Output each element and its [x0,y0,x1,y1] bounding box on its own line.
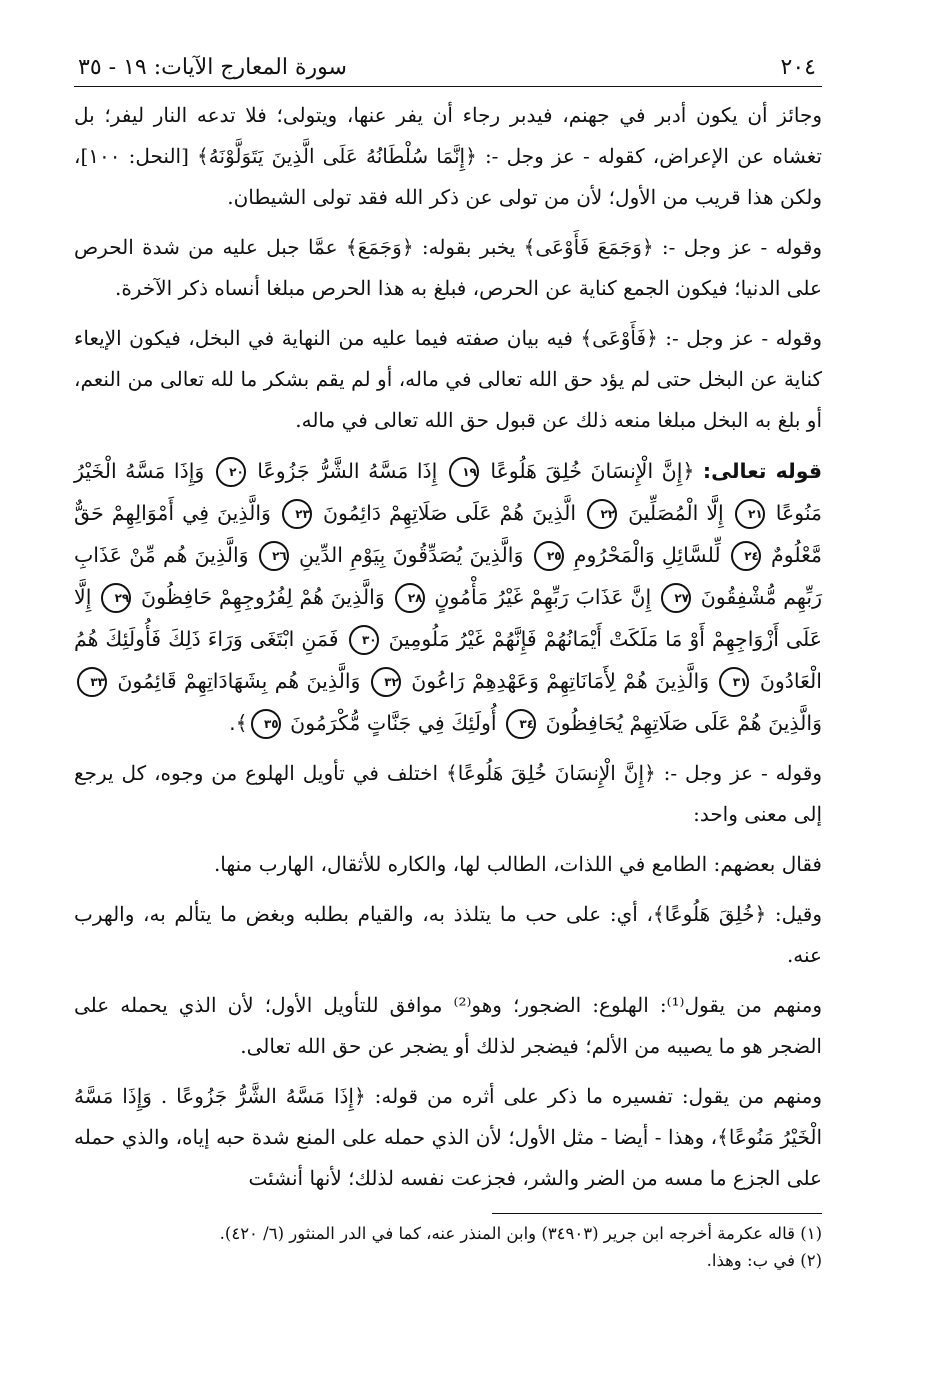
verse-text: الَّذِينَ هُمْ عَلَى صَلَاتِهِمْ دَائِمُونَ [314,501,585,525]
footnotes [74,1213,822,1274]
ayah-number-marker: ١٩ [449,457,479,487]
paragraph: ومنهم من يقول: تفسيره ما ذكر على أثره من قوله: ﴿إِذَا مَسَّهُ الشَّرُّ جَزُوعًا . وَإِذَا مَسَّهُ الْخَيْرُ مَنُوعًا﴾، وهذا - أيضا - مثل الأول؛ لأن الذي حمله على المنع شدة حبه إياه، والذي حمله على الجزع ما مسه من الضر والشر، فجزعت نفسه لذلك؛ لأنها أنشئت [74,1084,822,1190]
page-number: ٢٠٤ [780,55,816,80]
verse-text: وَالَّذِينَ فِي أَمْوَالِهِمْ حَقٌّ مَّعْلُومٌ [74,501,822,567]
ayah-number-marker: ٣٢ [371,667,401,697]
verse-closing: ﴾. [229,711,248,735]
verse-text: لِّلسَّائِلِ وَالْمَحْرُومِ [566,543,728,567]
ayah-number-marker: ٢٩ [101,583,131,613]
ayah-number-marker: ٣٥ [251,709,281,739]
ayah-number-marker: ٢١ [735,499,765,529]
paragraph: ومنهم من يقول⁽¹⁾: الهلوع: الضجور؛ وهو⁽²⁾ موافق للتأويل الأول؛ لأن الذي يحمله على الضجر هو ما يصيبه من الألم؛ فيضجر لذلك أو يضجر عن حق الله تعالى. [74,993,823,1058]
verse-text: وَالَّذِينَ هُم بِشَهَادَاتِهِمْ قَائِمُونَ [110,669,368,693]
verse-text: وَالَّذِينَ يُصَدِّقُونَ بِيَوْمِ الدِّينِ [291,543,531,567]
running-header [74,55,822,87]
verse-text: أُولَئِكَ فِي جَنَّاتٍ مُّكْرَمُونَ [283,711,504,735]
verse-label: قوله تعالى: [702,459,822,483]
verse-text: إِنَّ عَذَابَ رَبِّهِمْ غَيْرُ مَأْمُونٍ [427,585,658,609]
ayah-number-marker: ٣٠ [349,625,379,655]
verse-list [74,459,822,735]
ayah-number-marker: ٣٤ [506,709,536,739]
book-page [74,55,822,1295]
footnote-divider [492,1213,822,1214]
ayah-number-marker: ٢٨ [395,583,425,613]
paragraph: وقوله - عز وجل -: ﴿فَأَوْعَى﴾ فيه بيان صفته فيما عليه من النهاية في البخل، فيكون الإيعاء كناية عن البخل حتى لم يؤد حق الله تعالى في ماله، أو لم يقم بشكر ما لله تعالى من النعم، أو بلغ به البخل مبلغا منعه ذلك عن قبول حق الله تعالى في ماله. [74,326,822,432]
verse-text: وَالَّذِينَ هُمْ عَلَى صَلَاتِهِمْ يُحَافِظُونَ [539,711,822,735]
running-title: سورة المعارج الآيات: ١٩ - ٣٥ [78,55,347,80]
ayah-number-marker: ٣٣ [77,667,107,697]
paragraph: وقوله - عز وجل -: ﴿وَجَمَعَ فَأَوْعَى﴾ يخبر بقوله: ﴿وَجَمَعَ﴾ عمَّا جبل عليه من شدة الحرص على الدنيا؛ فيكون الجمع كناية عن الحرص، فبلغ به هذا الحرص مبلغا أنساه ذكر الآخرة. [74,235,822,300]
paragraph: وجائز أن يكون أدبر في جهنم، فيدبر رجاء أن يفر عنها، ويتولى؛ فلا تدعه النار ليفر؛ بل تغشاه عن الإعراض، كقوله - عز وجل -: ﴿إِنَّمَا سُلْطَانُهُ عَلَى الَّذِينَ يَتَوَلَّوْنَهُ﴾ [النحل: ١٠٠]، ولكن هذا قريب من الأول؛ لأن من تولى عن ذكر الله فقد تولى الشيطان. [74,103,822,209]
verse-text: إِلَّا الْمُصَلِّينَ [620,501,732,525]
ayah-number-marker: ٢٠ [216,457,246,487]
ayah-number-marker: ٢٥ [534,541,564,571]
verse-text: وَالَّذِينَ هُمْ لِفُرُوجِهِمْ حَافِظُونَ [134,585,392,609]
verse-text: إِلَّا عَلَى أَزْوَاجِهِمْ أَوْ مَا مَلَكَتْ أَيْمَانُهُمْ فَإِنَّهُمْ غَيْرُ مَلُومِينَ [74,585,822,651]
verse-text: وَالَّذِينَ هُم مِّنْ عَذَابِ رَبِّهِم مُّشْفِقُونَ [74,543,822,609]
paragraph: وقوله - عز وجل -: ﴿إِنَّ الْإِنسَانَ خُلِقَ هَلُوعًا﴾ اختلف في تأويل الهلوع من وجوه، كل يرجع إلى معنى واحد: [74,761,822,826]
ayah-number-marker: ٢٦ [259,541,289,571]
page-body [74,87,822,1199]
ayah-number-marker: ٢٧ [661,583,691,613]
ayah-number-marker: ٣١ [719,667,749,697]
verse-text: فَمَنِ ابْتَغَى وَرَاءَ ذَلِكَ فَأُولَئِكَ هُمُ الْعَادُونَ [74,627,822,693]
verse-text: إِذَا مَسَّهُ الشَّرُّ جَزُوعًا [248,459,446,483]
verse-text: وَإِذَا مَسَّهُ الْخَيْرُ مَنُوعًا [74,459,822,525]
quran-verse-block [74,450,822,744]
paragraph: فقال بعضهم: الطامع في اللذات، الطالب لها، والكاره للأثقال، الهارب منها. [213,852,822,876]
footnote: (١) قاله عكرمة أخرجه ابن جرير (٣٤٩٠٣) وابن المنذر عنه، كما في الدر المنثور (٦/ ٤٢٠). [219,1224,822,1243]
ayah-number-marker: ٢٢ [587,499,617,529]
verse-text: ﴿إِنَّ الْإِنسَانَ خُلِقَ هَلُوعًا [481,459,703,483]
footnote: (٢) في ب: وهذا. [706,1251,822,1270]
ayah-number-marker: ٢٤ [731,541,761,571]
verse-text: وَالَّذِينَ هُمْ لِأَمَانَاتِهِمْ وَعَهْدِهِمْ رَاعُونَ [403,669,717,693]
paragraph: وقيل: ﴿خُلِقَ هَلُوعًا﴾، أي: على حب ما يتلذذ به، والقيام بطلبه وبغض ما يتألم به، والهرب عنه. [74,902,822,967]
ayah-number-marker: ٢٣ [282,499,312,529]
